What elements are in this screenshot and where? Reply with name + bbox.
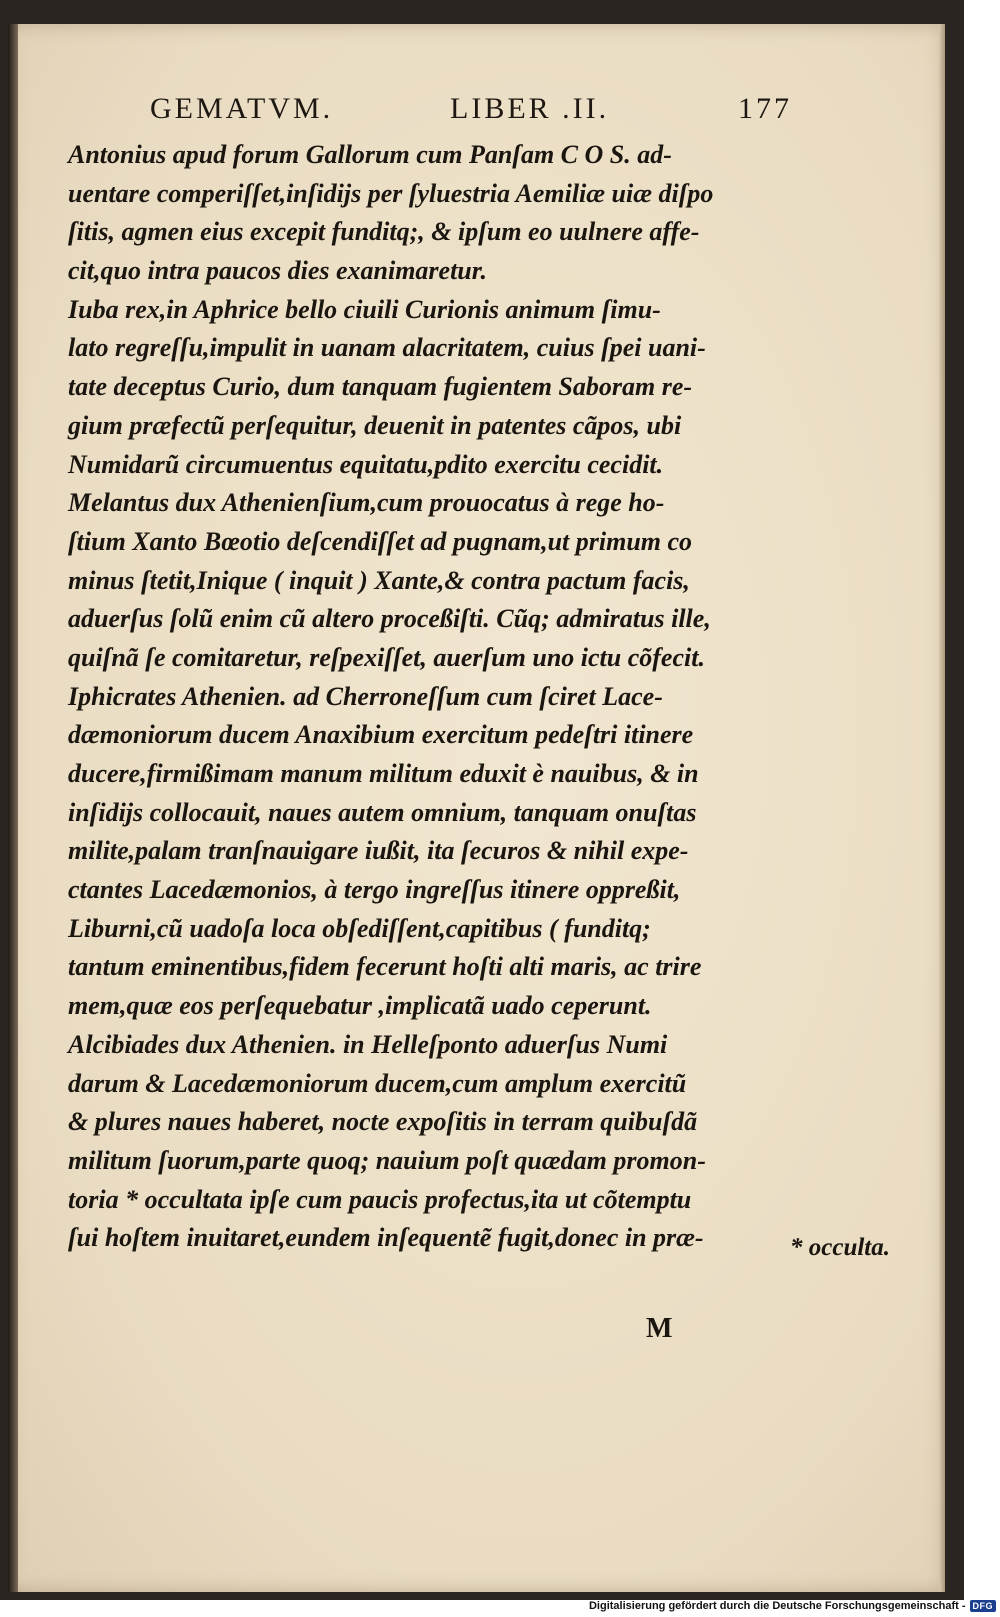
text-line: darum & Lacedæmoniorum ducem,cum amplum exercitũ bbox=[68, 1068, 687, 1098]
text-line: lato regreſſu,impulit in uanam alacritatem, cuius ſpei uani- bbox=[68, 333, 706, 363]
credit-text: Digitalisierung gefördert durch die Deutsche Forschungsgemeinschaft - bbox=[588, 1600, 966, 1612]
text-line: ſui hoſtem inuitaret,eundem inſequentẽ fugit,donec in præ- bbox=[68, 1223, 704, 1253]
text-line: Melantus dux Athenienſium,cum prouocatus à rege ho- bbox=[68, 488, 665, 518]
page-spine-shadow bbox=[8, 24, 18, 1592]
text-line: uentare comperiſſet,inſidijs per ſyluestria Aemiliæ uiæ diſpo bbox=[68, 178, 714, 208]
text-line: tantum eminentibus,fidem fecerunt hoſti alti maris, ac trire bbox=[68, 952, 702, 982]
text-line: mem,quæ eos perſequebatur ,implicatã uado ceperunt. bbox=[68, 991, 652, 1021]
text-line: Iuba rex,in Aphrice bello ciuili Curionis animum ſimu- bbox=[68, 294, 661, 324]
text-line: Antonius apud forum Gallorum cum Panſam C O S. ad- bbox=[68, 140, 672, 169]
text-line: tate deceptus Curio, dum tanquam fugientem Saboram re- bbox=[68, 372, 693, 402]
text-line: Numidarũ circumuentus equitatu,pdito exercitu cecidit. bbox=[68, 449, 664, 479]
page-number: 177 bbox=[738, 92, 792, 125]
dfg-logo: DFG bbox=[970, 1600, 997, 1612]
text-line: militum ſuorum,parte quoq; nauium poſt quædam promon- bbox=[68, 1145, 706, 1175]
text-line: & plures naues haberet, nocte expoſitis in terram quibuſdã bbox=[68, 1107, 698, 1137]
text-line: ctantes Lacedæmonios, à tergo ingreſſus itinere oppreßit, bbox=[68, 875, 681, 905]
signature-mark: M bbox=[646, 1313, 673, 1344]
text-line: milite,palam tranſnauigare iußit, ita ſecuros & nihil expe- bbox=[68, 836, 689, 866]
text-line: ducere,firmißimam manum militum eduxit è nauibus, & in bbox=[68, 759, 699, 788]
running-head-left: GEMATVM. bbox=[150, 92, 334, 125]
text-line: ſitis, agmen eius excepit funditq;, & ipſum eo uulnere affe- bbox=[68, 217, 700, 247]
body-text bbox=[68, 136, 796, 1258]
running-head-center: LIBER .II. bbox=[450, 92, 610, 125]
text-line: cit,quo intra paucos dies exanimaretur. bbox=[68, 256, 487, 286]
text-line: aduerſus ſolũ enim cũ altero proceßiſti. Cũq; admiratus ille, bbox=[68, 604, 711, 634]
text-line: dæmoniorum ducem Anaxibium exercitum pedeſtri itinere bbox=[68, 720, 694, 750]
digitization-credit bbox=[589, 1597, 996, 1615]
page-fore-edge bbox=[939, 24, 945, 1592]
text-line: Liburni,cũ uadoſa loca obſediſſent,capitibus ( funditq; bbox=[68, 913, 651, 943]
text-line: quiſnã ſe comitaretur, reſpexiſſet, auerſum uno ictu cõfecit. bbox=[68, 642, 705, 672]
text-line: gium præfectũ perſequitur, deuenit in patentes cãpos, ubi bbox=[68, 410, 682, 440]
running-head bbox=[150, 92, 810, 132]
text-line: inſidijs collocauit, naues autem omnium, tanquam onuſtas bbox=[68, 797, 697, 827]
text-line: ſtium Xanto Bœotio deſcendiſſet ad pugnam,ut primum co bbox=[68, 526, 693, 556]
marginal-note: * occulta. bbox=[790, 1234, 890, 1261]
text-line: toria * occultata ipſe cum paucis profectus,ita ut cõtemptu bbox=[68, 1184, 692, 1214]
text-line: Alcibiades dux Athenien. in Helleſponto aduerſus Numi bbox=[68, 1029, 668, 1059]
text-line: minus ſtetit,Inique ( inquit ) Xante,& contra pactum facis, bbox=[68, 565, 690, 595]
text-line: Iphicrates Athenien. ad Cherroneſſum cum ſciret Lace- bbox=[68, 681, 663, 711]
